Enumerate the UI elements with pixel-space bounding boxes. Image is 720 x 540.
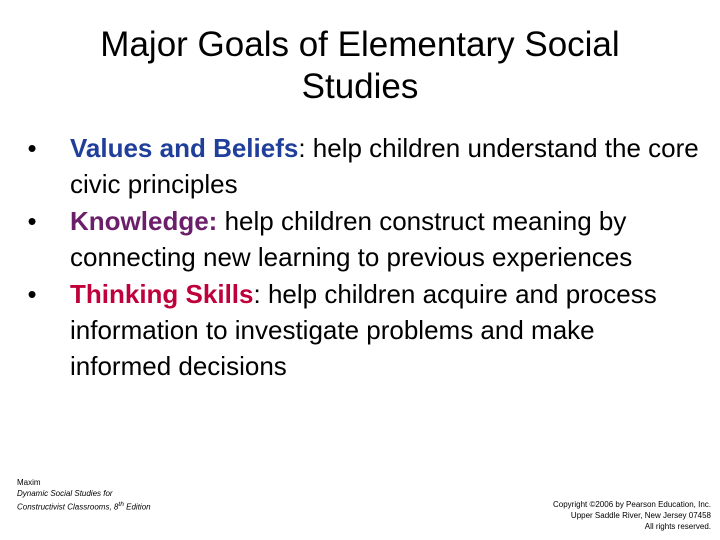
goal-description: help children construct meaning by connecting new learning to previous experiences bbox=[70, 205, 633, 273]
goals-list bbox=[22, 130, 702, 385]
slide-title: Major Goals of Elementary Social Studies bbox=[100, 25, 620, 106]
goal-item-knowledge bbox=[22, 203, 702, 276]
book-title-line2 bbox=[17, 499, 151, 513]
copyright-notice bbox=[553, 499, 711, 532]
bullet-dot: • bbox=[27, 205, 37, 236]
book-citation bbox=[17, 477, 151, 513]
goal-separator: : bbox=[253, 278, 261, 309]
goal-item-thinking-skills bbox=[22, 276, 702, 385]
goal-separator: : bbox=[298, 133, 306, 163]
goal-description: help children understand the core civic principles bbox=[70, 133, 699, 200]
goal-term: Knowledge: bbox=[70, 205, 218, 236]
goal-term: Values and Beliefs bbox=[70, 133, 299, 163]
goal-item-values-beliefs bbox=[22, 130, 702, 203]
author-name: Maxim bbox=[17, 478, 41, 487]
edition-superscript: th bbox=[118, 501, 124, 508]
goal-term: Thinking Skills bbox=[70, 278, 254, 309]
book-title-line1: Dynamic Social Studies for bbox=[17, 489, 113, 498]
copyright-line3: All rights reserved. bbox=[644, 522, 711, 531]
bullet-dot: • bbox=[27, 133, 37, 163]
goal-description: help children acquire and process information to investigate problems and make informed decisions bbox=[70, 278, 657, 382]
copyright-line2: Upper Saddle River, New Jersey 07458 bbox=[570, 511, 711, 520]
book-title-text: Constructivist Classrooms, 8 bbox=[17, 502, 119, 512]
copyright-line1: Copyright ©2006 by Pearson Education, Inc. bbox=[553, 500, 711, 509]
bullet-dot: • bbox=[27, 278, 37, 309]
edition-word: Edition bbox=[123, 502, 151, 512]
